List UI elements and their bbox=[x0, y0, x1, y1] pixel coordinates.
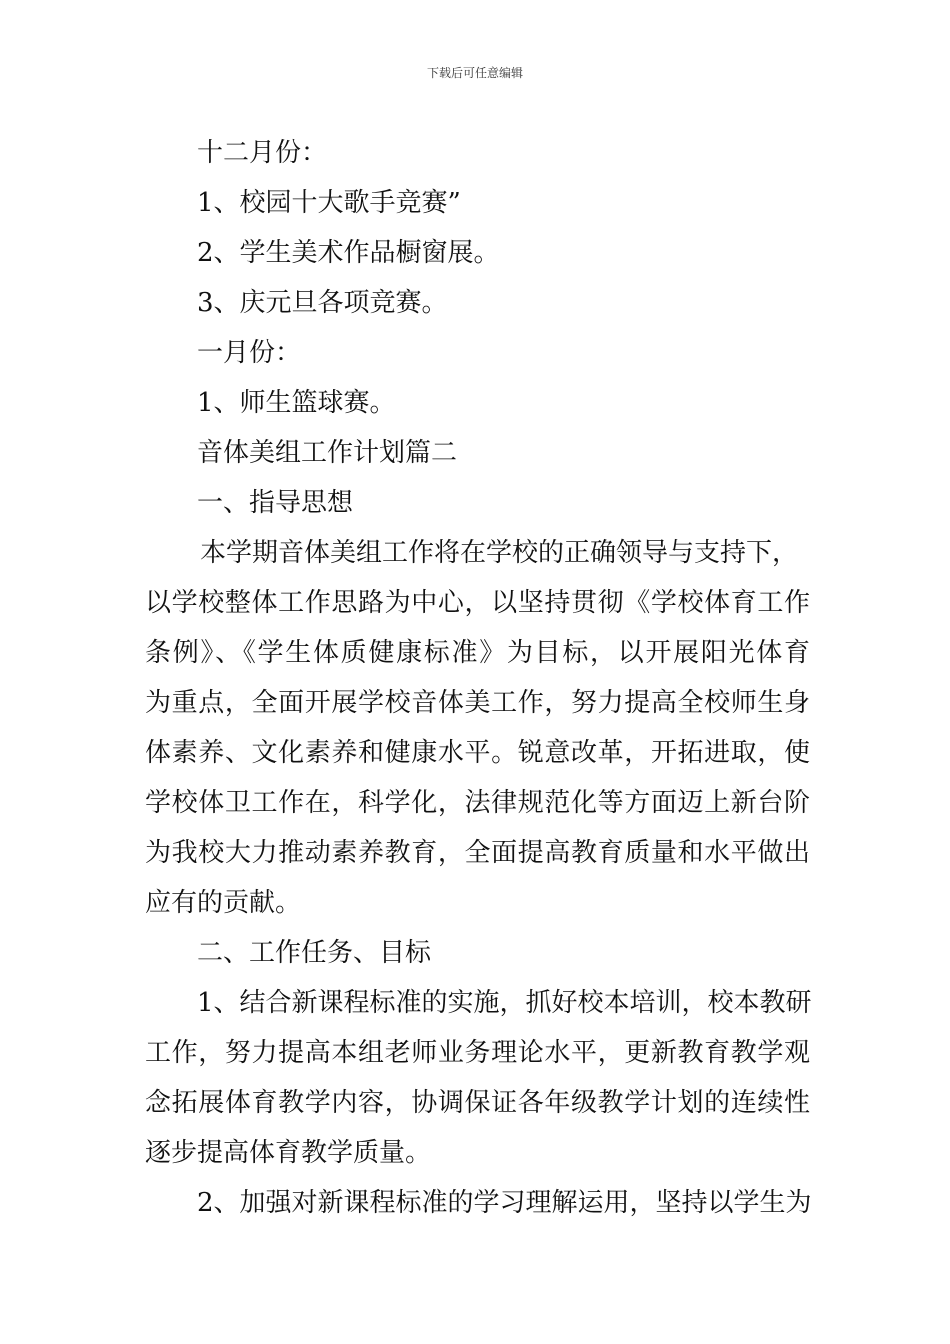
paragraph-line: 十二月份： bbox=[197, 138, 328, 168]
paragraph-line: 1、结合新课程标准的实施，抓好校本培训，校本教研 bbox=[197, 988, 812, 1018]
paragraph-line: 1、校园十大歌手竞赛” bbox=[197, 188, 461, 218]
paragraph-line: 以学校整体工作思路为中心，以坚持贯彻《学校体育工作 bbox=[145, 588, 810, 618]
paragraph-line: 1、师生篮球赛。 bbox=[197, 388, 396, 418]
paragraph-line: 2、加强对新课程标准的学习理解运用，坚持以学生为 bbox=[197, 1188, 812, 1218]
paragraph-line: 体素养、文化素养和健康水平。锐意改革，开拓进取，使 bbox=[145, 738, 810, 768]
paragraph-line: 2、学生美术作品橱窗展。 bbox=[197, 238, 500, 268]
section-heading: 一、指导思想 bbox=[197, 488, 354, 518]
paragraph-line: 学校体卫工作在，科学化，法律规范化等方面迈上新台阶 bbox=[145, 788, 810, 818]
paragraph-line: 3、庆元旦各项竞赛。 bbox=[197, 288, 448, 318]
paragraph-line: 工作，努力提高本组老师业务理论水平，更新教育教学观 bbox=[145, 1038, 810, 1068]
paragraph-line: 逐步提高体育教学质量。 bbox=[145, 1138, 432, 1168]
document-body bbox=[145, 128, 810, 1228]
paragraph-line: 为重点，全面开展学校音体美工作，努力提高全校师生身 bbox=[145, 688, 810, 718]
page-header: 下载后可任意编辑 bbox=[426, 66, 523, 80]
paragraph-line: 为我校大力推动素养教育，全面提高教育质量和水平做出 bbox=[145, 838, 810, 868]
paragraph-line: 条例》、《学生体质健康标准》为目标，以开展阳光体育 bbox=[145, 638, 810, 668]
paragraph-line: 一月份： bbox=[197, 338, 302, 368]
section-heading: 二、工作任务、目标 bbox=[197, 938, 432, 968]
paragraph-line: 本学期音体美组工作将在学校的正确领导与支持下， bbox=[200, 538, 799, 568]
section-title: 音体美组工作计划篇二 bbox=[197, 438, 458, 468]
paragraph-line: 念拓展体育教学内容，协调保证各年级教学计划的连续性 bbox=[145, 1088, 810, 1118]
paragraph-line: 应有的贡献。 bbox=[145, 888, 302, 918]
